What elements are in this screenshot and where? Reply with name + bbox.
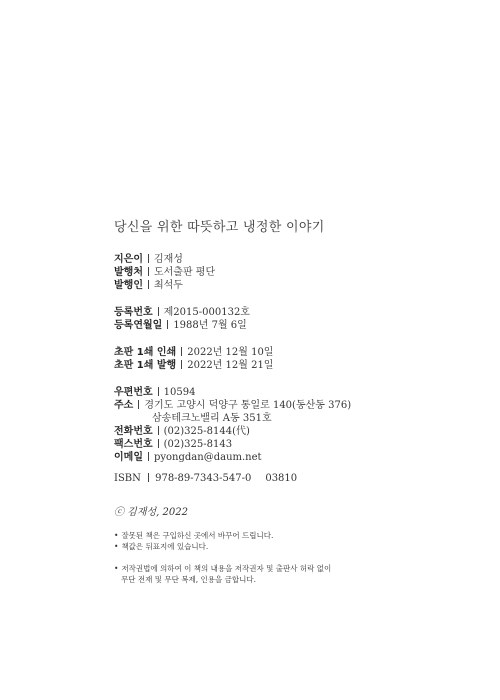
fax-label: 팩스번호 (114, 439, 153, 450)
fax (114, 438, 232, 452)
credit-label: 발행처 (114, 267, 143, 278)
note-item (114, 541, 208, 552)
isbn-number: 978-89-7343-547-0 (155, 473, 252, 484)
email-value: pyongdan@daum.net (153, 452, 262, 463)
postal-value: 10594 (163, 387, 196, 398)
isbn-extra: 03810 (265, 473, 298, 484)
registration-number (114, 306, 250, 320)
address (114, 399, 351, 413)
note-item (114, 530, 273, 541)
registration-date (114, 319, 247, 333)
printing-label: 초판 1쇄 발행 (114, 360, 177, 371)
credit-value: 김재성 (153, 254, 183, 265)
registration-value: 1988년 7월 6일 (173, 320, 247, 331)
postal-label: 우편번호 (114, 387, 153, 398)
isbn-label: ISBN (114, 473, 141, 484)
separator (148, 280, 149, 289)
bullet: • (114, 542, 119, 551)
legal-note-line1: 저작권법에 의하여 이 책의 내용을 저작권자 및 출판사 허락 없이 (121, 564, 332, 573)
book-title: 당신을 위한 따뜻하고 냉정한 이야기 (114, 220, 325, 235)
address-label: 주소 (114, 400, 134, 411)
registration-label: 등록번호 (114, 307, 153, 318)
registration-label: 등록연월일 (114, 320, 163, 331)
address-line1: 경기도 고양시 덕양구 통일로 140(동산동 376) (144, 400, 352, 411)
separator (158, 307, 159, 316)
note-text: 잘못된 책은 구입하신 곳에서 바꾸어 드립니다. (121, 531, 274, 540)
note-text: 책값은 뒤표지에 있습니다. (121, 542, 209, 551)
separator (138, 400, 139, 409)
copyright-notice: ⓒ 김재성, 2022 (114, 507, 188, 518)
legal-note-line2: 무단 전재 및 무단 복제, 인용을 금합니다. (121, 575, 256, 584)
address-line2: 삼송테크노밸리 A동 351호 (152, 413, 272, 424)
separator (158, 439, 159, 448)
separator (148, 473, 149, 482)
credit-label: 발행인 (114, 280, 143, 291)
legal-note (114, 563, 331, 574)
phone (114, 425, 250, 439)
isbn (114, 473, 297, 484)
registration-value: 제2015-000132호 (163, 307, 250, 318)
separator (167, 320, 168, 329)
phone-value: (02)325-8144(代) (163, 426, 250, 437)
email-label: 이메일 (114, 452, 143, 463)
credit-publisher (114, 266, 215, 280)
printing-label: 초판 1쇄 인쇄 (114, 347, 177, 358)
phone-label: 전화번호 (114, 426, 153, 437)
bullet: • (114, 564, 119, 573)
separator (148, 452, 149, 461)
separator (148, 267, 149, 276)
credit-value: 도서출판 평단 (153, 267, 216, 278)
separator (158, 387, 159, 396)
separator (148, 254, 149, 263)
separator (181, 347, 182, 356)
printing-value: 2022년 12월 10일 (187, 347, 274, 358)
credit-label: 지은이 (114, 254, 143, 265)
publication-date (114, 359, 273, 373)
separator (181, 360, 182, 369)
bullet: • (114, 531, 119, 540)
credit-author (114, 253, 183, 267)
credit-value: 최석두 (153, 280, 183, 291)
credit-issuer (114, 279, 183, 293)
email (114, 451, 262, 465)
separator (158, 426, 159, 435)
postal-code (114, 386, 195, 400)
printing-date (114, 346, 273, 360)
fax-value: (02)325-8143 (163, 439, 233, 450)
printing-value: 2022년 12월 21일 (187, 360, 274, 371)
